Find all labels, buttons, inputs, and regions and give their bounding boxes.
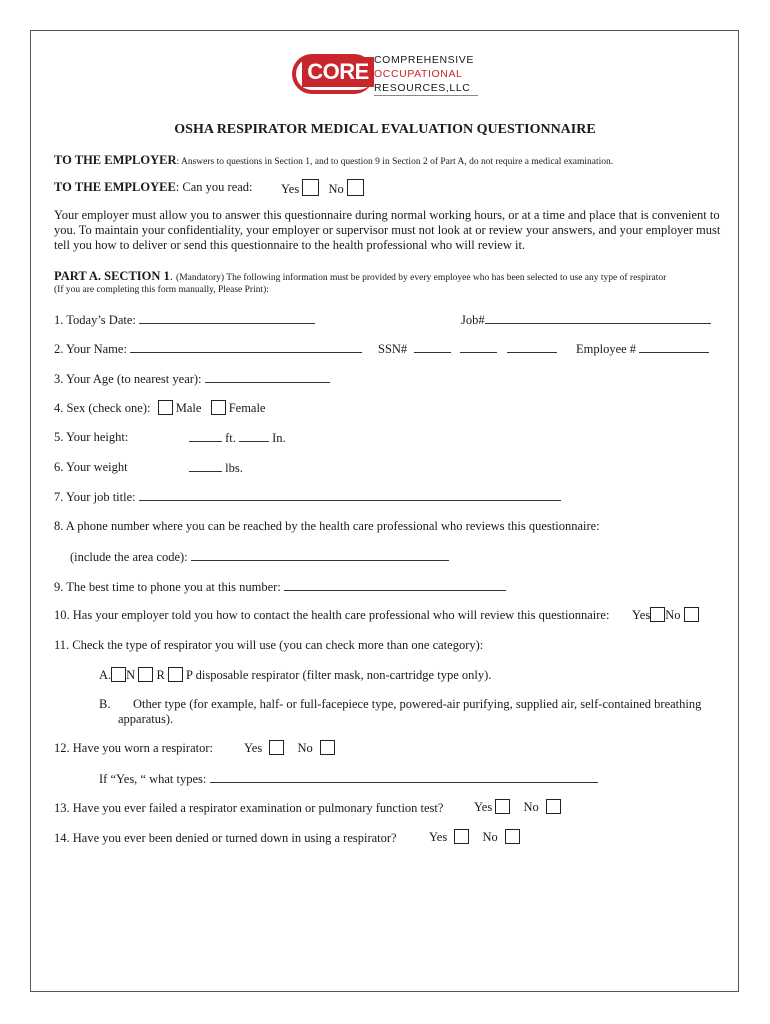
q2-label: 2. Your Name: — [54, 342, 127, 356]
weight-field[interactable] — [189, 460, 222, 472]
phone-field[interactable] — [191, 549, 449, 561]
logo-line-3: RESOURCES,LLC — [374, 82, 471, 94]
q10-no-checkbox[interactable] — [684, 607, 699, 622]
female-checkbox[interactable] — [211, 400, 226, 415]
p-label: P disposable respirator (filter mask, non-cartridge type only). — [186, 668, 492, 682]
employee-read-question — [54, 180, 253, 195]
employee-question: : Can you read: — [175, 180, 253, 194]
q13-no-label: No — [523, 800, 539, 814]
q11-b-text: Other type (for example, half- or full-facepiece type, powered-air purifying, supplied air, self-contained breathing — [133, 697, 702, 711]
q13-options — [474, 799, 561, 815]
height-in-label: In. — [272, 431, 286, 445]
height-ft-label: ft. — [225, 431, 236, 445]
employee-number-row — [576, 341, 709, 357]
q4-label: 4. Sex (check one): — [54, 401, 151, 415]
q13-yes-checkbox[interactable] — [495, 799, 510, 814]
q10-yes-label: Yes — [632, 608, 651, 622]
part-a-heading: PART A. SECTION 1 — [54, 269, 170, 283]
q11-a-row — [99, 667, 491, 683]
q11-b-text-2: apparatus). — [118, 712, 174, 726]
q10-no-label: No — [665, 608, 681, 622]
employer-label: TO THE EMPLOYER — [54, 153, 177, 167]
company-logo — [292, 51, 482, 101]
weight-lbs-label: lbs. — [225, 461, 243, 475]
ssn-label: SSN# — [378, 342, 408, 356]
can-read-no-checkbox[interactable] — [347, 179, 364, 196]
logo-text — [374, 53, 474, 95]
r-checkbox[interactable] — [138, 667, 153, 682]
q12-options — [244, 740, 335, 756]
height-fields — [189, 430, 286, 446]
male-label: Male — [175, 401, 202, 415]
q14-no-label: No — [482, 830, 498, 844]
ssn-field-2[interactable] — [460, 341, 497, 353]
can-read-yes-checkbox[interactable] — [302, 179, 319, 196]
can-read-options — [281, 179, 364, 197]
ssn-row — [378, 341, 557, 357]
q8-sub-row — [70, 549, 449, 565]
intro-paragraph: Your employer must allow you to answer this questionnaire during normal working hours, or at a time and place that is convenient to you. To maintain your confidentiality, your employer or supervisor must not look at or review your answers, and your employer must tell you how to deliver or send this questionnaire to the health professional who will review it. — [54, 208, 721, 252]
q3-label: 3. Your Age (to nearest year): — [54, 372, 202, 386]
q11-b-prefix: B. — [99, 697, 111, 711]
male-checkbox[interactable] — [158, 400, 173, 415]
part-a-note-2: (If you are completing this form manually, Please Print): — [54, 285, 269, 295]
q8-sub-label: (include the area code): — [70, 550, 188, 564]
job-row — [461, 312, 711, 328]
n-checkbox[interactable] — [111, 667, 126, 682]
respirator-types-field[interactable] — [210, 771, 598, 783]
can-read-no-label: No — [328, 182, 344, 196]
form-title: OSHA RESPIRATOR MEDICAL EVALUATION QUESTIONNAIRE — [174, 122, 596, 137]
height-in-field[interactable] — [239, 430, 269, 442]
q14-yes-label: Yes — [429, 830, 448, 844]
best-time-field[interactable] — [284, 579, 506, 591]
height-ft-field[interactable] — [189, 430, 222, 442]
q5-label: 5. Your height: — [54, 430, 129, 444]
q8-label: 8. A phone number where you can be reached by the health care professional who reviews this questionnaire: — [54, 519, 600, 533]
job-label: Job# — [461, 313, 485, 327]
date-field[interactable] — [139, 312, 315, 324]
q4-row — [54, 400, 265, 416]
n-label: N — [126, 668, 136, 682]
ssn-field-1[interactable] — [414, 341, 451, 353]
q12-yes-checkbox[interactable] — [269, 740, 284, 755]
q12-label: 12. Have you worn a respirator: — [54, 741, 213, 755]
q13-label: 13. Have you ever failed a respirator examination or pulmonary function test? — [54, 801, 444, 815]
q14-label: 14. Have you ever been denied or turned down in using a respirator? — [54, 831, 397, 845]
logo-line-2: OCCUPATIONAL — [374, 68, 463, 80]
job-field[interactable] — [485, 312, 711, 324]
part-a-heading-dot: . — [169, 269, 173, 283]
q1-label: 1. Today’s Date: — [54, 313, 136, 327]
employer-text: : Answers to questions in Section 1, and to question 9 in Section 2 of Part A, do not require a medical examination. — [176, 157, 614, 167]
q11-label: 11. Check the type of respirator you will use (you can check more than one category): — [54, 638, 484, 652]
q12-sub-row — [99, 771, 598, 787]
logo-rule — [374, 95, 478, 96]
q2-row — [54, 341, 362, 357]
female-label: Female — [228, 401, 266, 415]
employee-number-label: Employee # — [576, 342, 637, 356]
logo-word: CORE — [302, 57, 374, 87]
q7-label: 7. Your job title: — [54, 490, 136, 504]
q12-no-label: No — [297, 741, 313, 755]
q14-yes-checkbox[interactable] — [454, 829, 469, 844]
employee-number-field[interactable] — [639, 341, 709, 353]
page-border — [30, 30, 739, 992]
name-field[interactable] — [130, 341, 362, 353]
q7-row — [54, 489, 561, 505]
q13-yes-label: Yes — [474, 800, 493, 814]
q10-label: 10. Has your employer told you how to contact the health care professional who will review this questionnaire: — [54, 608, 610, 622]
q9-row — [54, 579, 506, 595]
q3-row — [54, 371, 330, 387]
part-a-heading-line — [54, 269, 666, 284]
employee-label: TO THE EMPLOYEE — [54, 180, 176, 194]
r-label: R — [156, 668, 165, 682]
q6-label: 6. Your weight — [54, 460, 128, 474]
q9-label: 9. The best time to phone you at this number: — [54, 580, 281, 594]
q1-row — [54, 312, 315, 328]
q12-no-checkbox[interactable] — [320, 740, 335, 755]
q14-options — [429, 829, 520, 845]
q11-a-prefix: A. — [99, 668, 112, 682]
q12-sub-label: If “Yes, “ what types: — [99, 772, 207, 786]
q14-no-checkbox[interactable] — [505, 829, 520, 844]
part-a-note: (Mandatory) The following information must be provided by every employee who has been selected to use any type of respirator — [176, 273, 667, 283]
can-read-yes-label: Yes — [281, 182, 300, 196]
logo-line-1: COMPREHENSIVE — [374, 54, 474, 66]
age-field[interactable] — [205, 371, 330, 383]
q10-options — [632, 607, 699, 623]
q12-yes-label: Yes — [244, 741, 263, 755]
ssn-field-3[interactable] — [507, 341, 557, 353]
weight-fields — [189, 460, 243, 476]
employer-note — [54, 153, 613, 168]
q10-yes-checkbox[interactable] — [650, 607, 665, 622]
q13-no-checkbox[interactable] — [546, 799, 561, 814]
job-title-field[interactable] — [139, 489, 561, 501]
p-checkbox[interactable] — [168, 667, 183, 682]
